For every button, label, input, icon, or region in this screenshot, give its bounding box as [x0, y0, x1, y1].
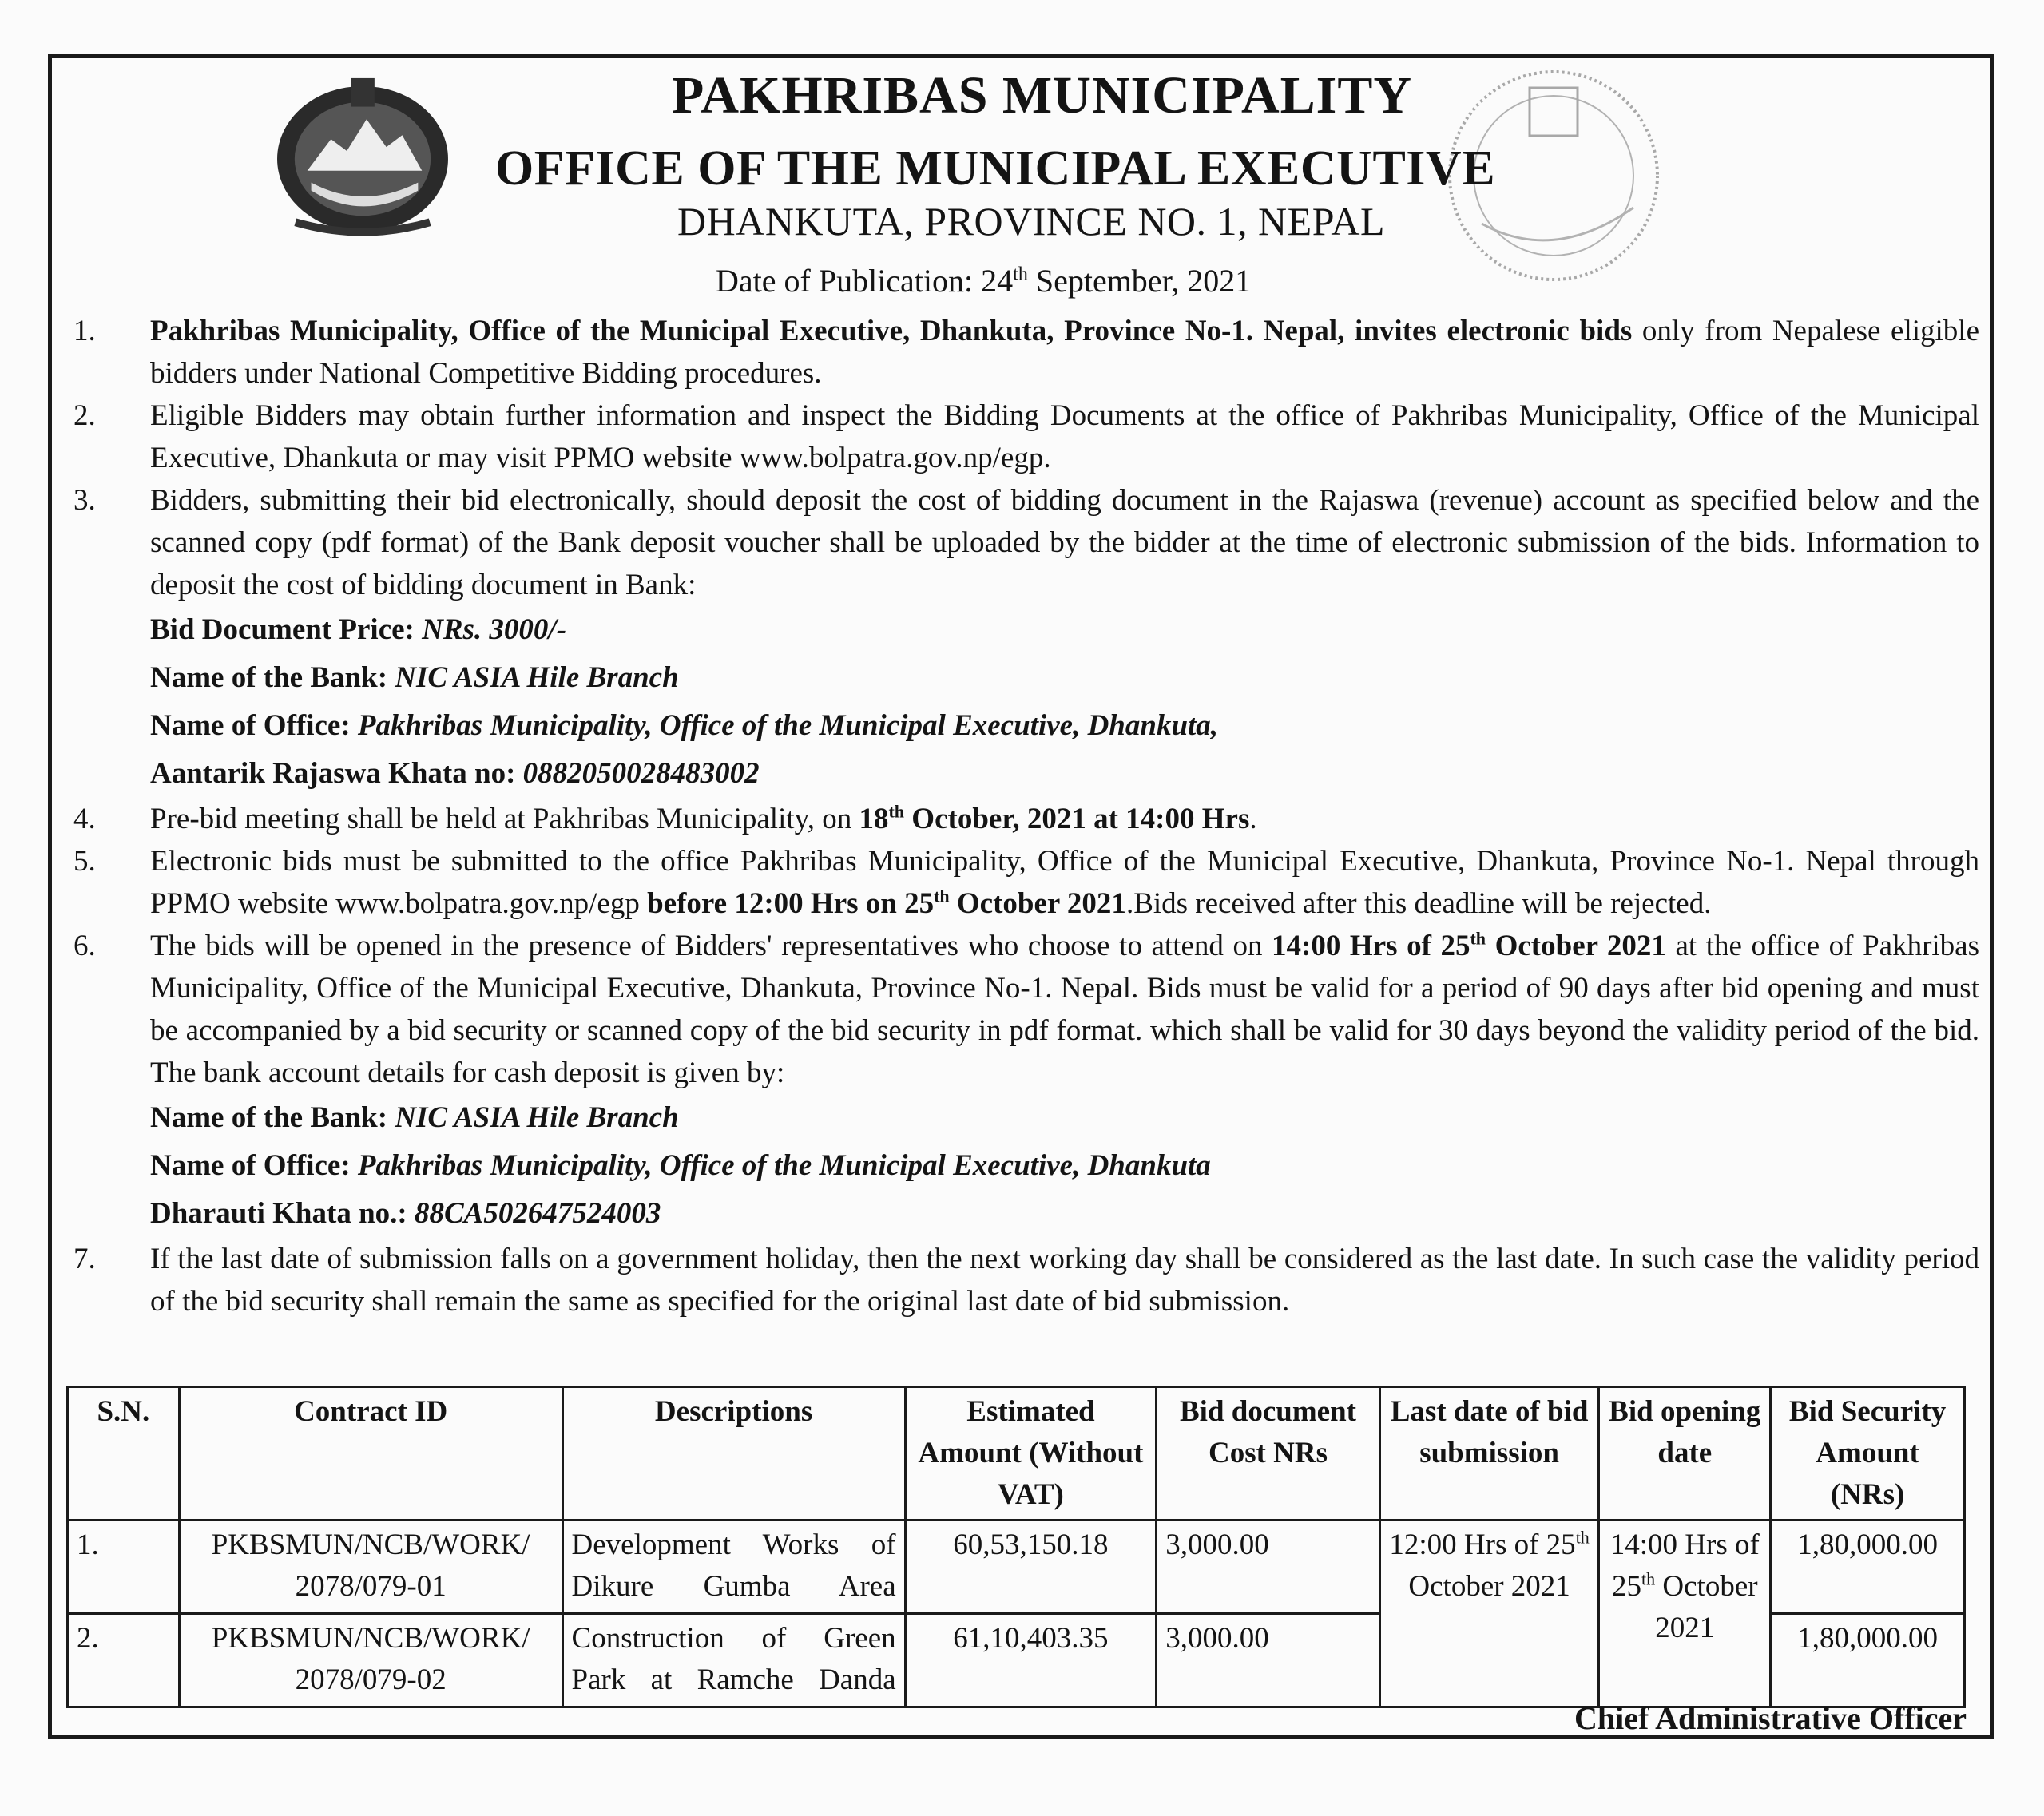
cell-estimate: 60,53,150.18 [905, 1521, 1157, 1614]
notice-item-7: 7. If the last date of submission falls on a government holiday, then the next working day shall be considered as the last date. In such case the validity period of the bid security shall remain the same as specified for the original last date of bid submission. [73, 1243, 1979, 1318]
cell-sn: 2. [68, 1614, 180, 1707]
cell-submission-date: 12:00 Hrs of 25th October 2021 [1379, 1521, 1599, 1707]
column-header: Contract ID [179, 1387, 562, 1521]
address-line: DHANKUTA, PROVINCE NO. 1, NEPAL [677, 199, 1386, 244]
cell-sn: 1. [68, 1521, 180, 1614]
office-title: OFFICE OF THE MUNICIPAL EXECUTIVE [495, 141, 1496, 196]
notice-item-5: 5. Electronic bids must be submitted to the office Pakhribas Municipality, Office of the Municipal Executive, Dhankuta, Province No-1. Nepal through PPMO website www.bolpatra.gov.np/egp before 12:00 Hrs on 25th October 2021.Bids received after this deadline will be rejected. [73, 845, 1979, 920]
cell-doc-cost: 3,000.00 [1157, 1614, 1380, 1707]
notice-body [70, 310, 1979, 1322]
cell-description: Development Works of Dikure Gumba Area [562, 1521, 905, 1614]
column-header: Descriptions [562, 1387, 905, 1521]
column-header: Bid Security Amount (NRs) [1771, 1387, 1965, 1521]
cell-security: 1,80,000.00 [1771, 1521, 1965, 1614]
cell-contract-id: PKBSMUN/NCB/WORK/ 2078/079-02 [179, 1614, 562, 1707]
signature-title: Chief Administrative Officer [1574, 1700, 1967, 1736]
publication-date: Date of Publication: 24th September, 2021 [716, 263, 1252, 299]
cell-opening-date: 14:00 Hrs of 25th October 2021 [1599, 1521, 1771, 1707]
table-header-row [68, 1387, 1965, 1521]
column-header: Estimated Amount (Without VAT) [905, 1387, 1157, 1521]
column-header: Bid opening date [1599, 1387, 1771, 1521]
security-account-details: Name of the Bank: NIC ASIA Hile Branch Name of Office: Pakhribas Municipality, Office of the Municipal Executive, Dhankuta Dharauti Khata no.: 88CA502647524003 [150, 1101, 1211, 1230]
table-row [68, 1521, 1965, 1614]
column-header: Bid document Cost NRs [1157, 1387, 1380, 1521]
notice-item-6: 6. The bids will be opened in the presence of Bidders' representatives who choose to attend on 14:00 Hrs of 25th October 2021 at the office of Pakhribas Municipality, Office of the Municipal Executive, Dhankuta, Province No-1. Nepal. Bids must be valid for a period of 90 days after bid opening and must be accompanied by a bid security or scanned copy of the bid security in pdf format. which shall be valid for 30 days beyond the validity period of the bid. The bank account details for cash deposit is given by: [73, 928, 1979, 1089]
notice-item-4: 4. Pre-bid meeting shall be held at Pakhribas Municipality, on 18th October, 2021 at 14:00 Hrs. [73, 801, 1257, 835]
column-header: S.N. [68, 1387, 180, 1521]
notice-item-3: 3. Bidders, submitting their bid electronically, should deposit the cost of bidding document in the Rajaswa (revenue) account as specified below and the scanned copy (pdf format) of the Bank deposit voucher shall be uploaded by the bidder at the time of electronic submission of the bids. Information to deposit the cost of bidding document in Bank: [73, 484, 1979, 601]
cell-estimate: 61,10,403.35 [905, 1614, 1157, 1707]
bid-table [66, 1386, 1966, 1708]
notice-item-1: 1. Pakhribas Municipality, Office of the Municipal Executive, Dhankuta, Province No-1. Nepal, invites electronic bids only from Nepalese eligible bidders under National Competitive Bidding procedures. [73, 315, 1979, 390]
municipality-title: PAKHRIBAS MUNICIPALITY [671, 66, 1413, 125]
cell-description: Construction of Green Park at Ramche Danda [562, 1614, 905, 1707]
cell-contract-id: PKBSMUN/NCB/WORK/ 2078/079-01 [179, 1521, 562, 1614]
cell-doc-cost: 3,000.00 [1157, 1521, 1380, 1614]
cell-security: 1,80,000.00 [1771, 1614, 1965, 1707]
deposit-details: Bid Document Price: NRs. 3000/- Name of the Bank: NIC ASIA Hile Branch Name of Office: Pakhribas Municipality, Office of the Municipal Executive, Dhankuta, Aantarik Rajaswa Khata no: 0882050028483002 [150, 613, 1219, 790]
notice-item-2: 2. Eligible Bidders may obtain further information and inspect the Bidding Documents at the office of Pakhribas Municipality, Office of the Municipal Executive, Dhankuta or may visit PPMO website www.bolpatra.gov.np/egp. [73, 399, 1979, 474]
column-header: Last date of bid submission [1379, 1387, 1599, 1521]
